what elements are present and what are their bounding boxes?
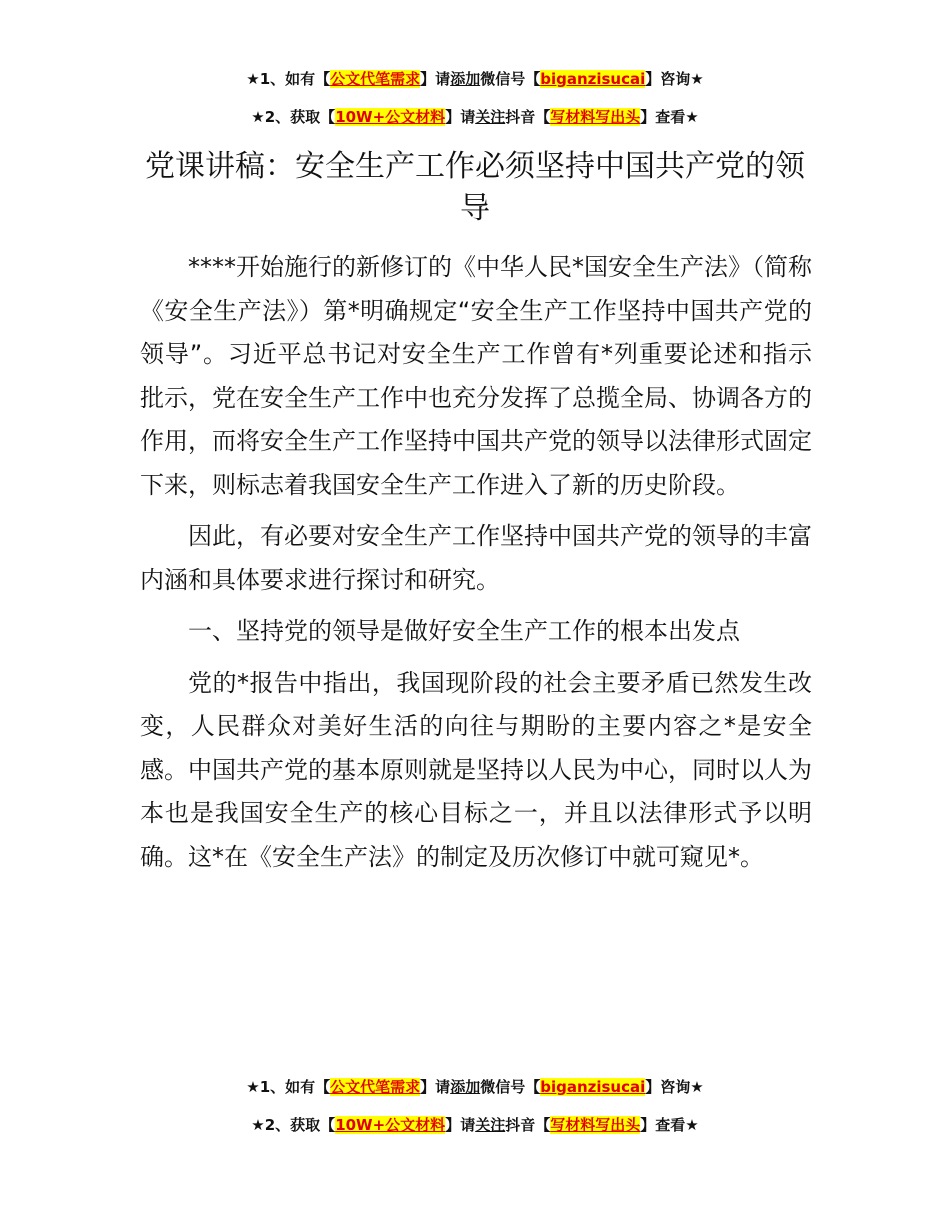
paragraph-intro: ****开始施行的新修订的《中华人民*国安全生产法》（简称《安全生产法》）第*明确规定“安全生产工作坚持中国共产党的领导”。习近平总书记对安全生产工作曾有*列重要论述和指示批示，党在安全生产工作中也充分发挥了总揽全局、协调各方的作用，而将安全生产工作坚持中国共产党的领导以法律形式固定下来，则标志着我国安全生产工作进入了新的历史阶段。 <box>140 253 812 499</box>
footer-line1-highlight-service: 公文代笔需求 <box>330 1078 421 1096</box>
footer-notice-line-2 <box>0 1114 950 1136</box>
header-notice-line-1 <box>0 68 950 90</box>
footer-line1-prefix: ★1、如有【 <box>246 1078 331 1096</box>
footer-line2-middle2: 抖音【 <box>505 1116 551 1134</box>
footer-line1-middle: 】请 <box>420 1078 451 1096</box>
header-line2-highlight-douyin: 写材料写出头 <box>550 108 641 126</box>
header-line1-suffix: 】咨询★ <box>645 70 704 88</box>
header-line2-suffix: 】查看★ <box>640 108 699 126</box>
section-heading-1: 一、坚持党的领导是做好安全生产工作的根本出发点 <box>188 617 740 645</box>
footer-line2-highlight-materials: 10W+公文材料 <box>335 1116 446 1134</box>
header-line2-underline: 关注 <box>475 108 506 126</box>
header-line1-underline: 添加 <box>450 70 481 88</box>
footer-line1-middle2: 微信号【 <box>480 1078 541 1096</box>
header-line2-middle: 】请 <box>445 108 476 126</box>
header-line2-middle2: 抖音【 <box>505 108 551 126</box>
header-notice-line-2 <box>0 106 950 128</box>
footer-line2-underline: 关注 <box>475 1116 506 1134</box>
footer-line1-highlight-wechat: biganzisucai <box>540 1078 646 1096</box>
footer-line2-suffix: 】查看★ <box>640 1116 699 1134</box>
header-line1-highlight-service: 公文代笔需求 <box>330 70 421 88</box>
footer-line2-middle: 】请 <box>445 1116 476 1134</box>
header-line1-prefix: ★1、如有【 <box>246 70 331 88</box>
header-line2-prefix: ★2、获取【 <box>251 108 336 126</box>
footer-line1-underline: 添加 <box>450 1078 481 1096</box>
paragraph-section-1: 党的*报告中指出，我国现阶段的社会主要矛盾已然发生改变，人民群众对美好生活的向往与期盼的主要内容之*是安全感。中国共产党的基本原则就是坚持以人民为中心，同时以人为本也是我国安全生产的核心目标之一，并且以法律形式予以明确。这*在《安全生产法》的制定及历次修订中就可窥见*。 <box>140 668 812 871</box>
header-line1-middle2: 微信号【 <box>480 70 541 88</box>
footer-line2-highlight-douyin: 写材料写出头 <box>550 1116 641 1134</box>
header-line1-highlight-wechat: biganzisucai <box>540 70 646 88</box>
document-body <box>140 246 812 887</box>
document-title: 党课讲稿：安全生产工作必须坚持中国共产党的领导 <box>145 149 805 226</box>
header-line2-highlight-materials: 10W+公文材料 <box>335 108 446 126</box>
footer-line2-prefix: ★2、获取【 <box>251 1116 336 1134</box>
header-line1-middle: 】请 <box>420 70 451 88</box>
footer-notice-line-1 <box>0 1076 950 1098</box>
paragraph-therefore: 因此，有必要对安全生产工作坚持中国共产党的领导的丰富内涵和具体要求进行探讨和研究。 <box>140 522 812 594</box>
footer-line1-suffix: 】咨询★ <box>645 1078 704 1096</box>
